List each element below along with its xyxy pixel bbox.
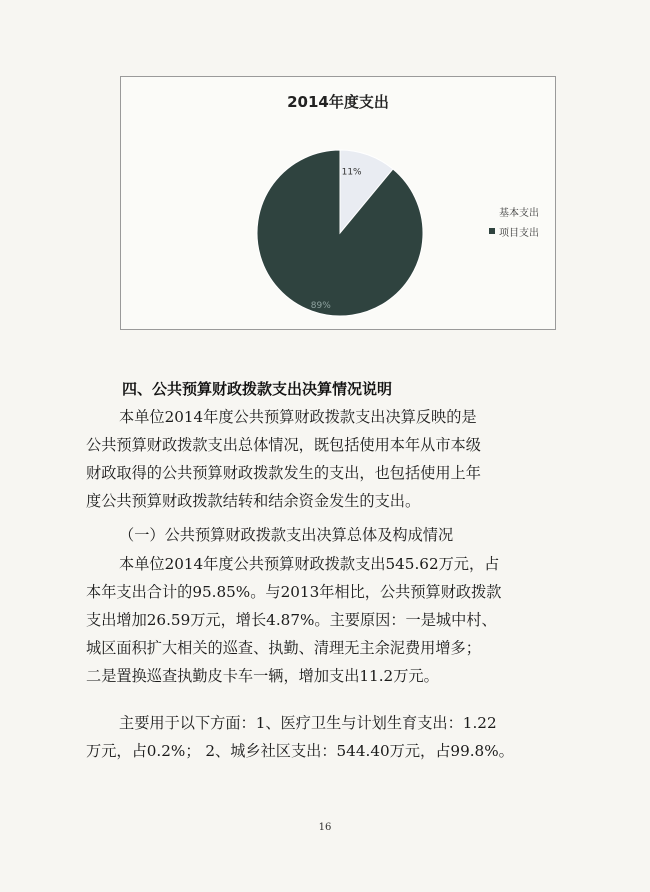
paragraph-3 (86, 709, 514, 765)
pie-chart (120, 76, 556, 330)
subheading (86, 521, 453, 549)
paragraph-1 (86, 403, 481, 515)
paragraph-1-line: 度公共预算财政拨款结转和结余资金发生的支出。 (86, 492, 421, 510)
pie-label-basic: 11% (341, 167, 362, 178)
paragraph-3-line: 主要用于以下方面：1、医疗卫生与计划生育支出：1.22 (119, 714, 497, 732)
legend-label-project: 项目支出 (499, 227, 539, 239)
paragraph-2-line: 支出增加26.59万元，增长4.87%。主要原因：一是城中村、 (86, 611, 497, 629)
pie-label-project: 89% (310, 300, 331, 311)
paragraph-3-line: 万元，占0.2%； 2、城乡社区支出：544.40万元，占99.8%。 (86, 742, 514, 760)
section-heading: 四、公共预算财政拨款支出决算情况说明 (122, 380, 393, 398)
page-number: 16 (318, 822, 332, 833)
paragraph-1-line: 财政取得的公共预算财政拨款发生的支出，也包括使用上年 (86, 464, 481, 482)
paragraph-1-line: 本单位2014年度公共预算财政拨款支出决算反映的是 (119, 408, 477, 426)
paragraph-2 (86, 550, 502, 690)
paragraph-2-line: 二是置换巡查执勤皮卡车一辆，增加支出11.2万元。 (86, 667, 439, 685)
legend-swatch-basic (489, 208, 495, 214)
chart-title: 2014年度支出 (287, 93, 389, 111)
legend-swatch-project (489, 228, 495, 234)
pie-slice-project (257, 150, 423, 316)
legend-label-basic: 基本支出 (499, 207, 539, 219)
legend-item-project (489, 221, 539, 241)
subheading-text: （一）公共预算财政拨款支出决算总体及构成情况 (119, 526, 454, 544)
paragraph-2-line: 本单位2014年度公共预算财政拨款支出545.62万元，占 (119, 555, 500, 573)
paragraph-2-line: 城区面积扩大相关的巡查、执勤、清理无主余泥费用增多； (86, 639, 481, 657)
paragraph-2-line: 本年支出合计的95.85%。与2013年相比，公共预算财政拨款 (86, 583, 502, 601)
paragraph-1-line: 公共预算财政拨款支出总体情况，既包括使用本年从市本级 (86, 436, 481, 454)
legend-item-basic (489, 201, 539, 221)
chart-legend (489, 201, 539, 241)
